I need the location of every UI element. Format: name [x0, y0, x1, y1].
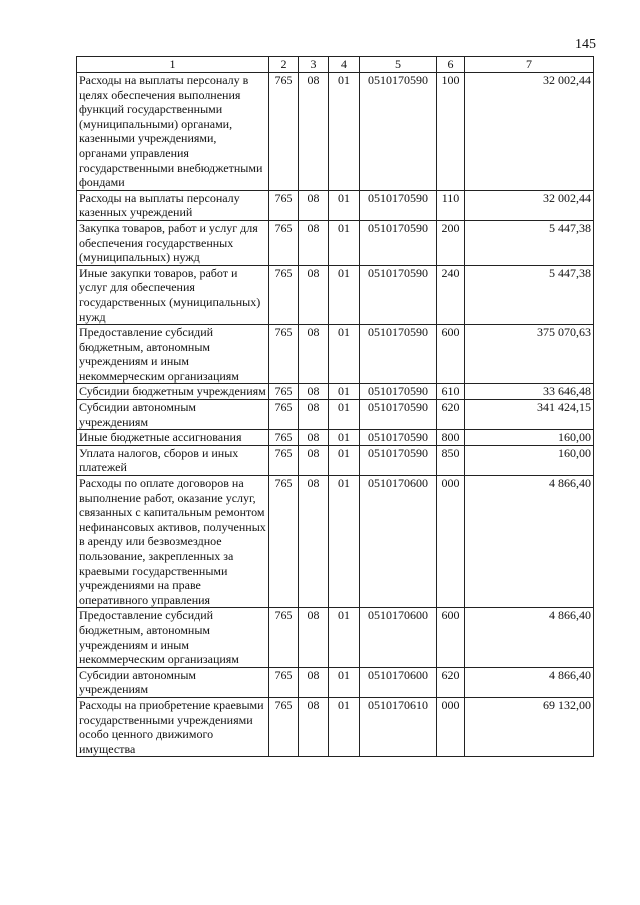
- table-row: [77, 384, 594, 400]
- row-subsection-code: 01: [329, 430, 360, 446]
- row-name: Иные закупки товаров, работ и услуг для обеспечения государственных (муниципальных) нужд: [77, 265, 269, 324]
- row-grbs-code: 765: [269, 400, 299, 430]
- row-grbs-code: 765: [269, 73, 299, 191]
- row-target-article: 0510170590: [360, 445, 437, 475]
- row-subsection-code: 01: [329, 325, 360, 384]
- row-amount: 160,00: [465, 430, 594, 446]
- row-target-article: 0510170600: [360, 667, 437, 697]
- table-row: [77, 445, 594, 475]
- row-subsection-code: 01: [329, 220, 360, 265]
- row-name: Субсидии бюджетным учреждениям: [77, 384, 269, 400]
- row-grbs-code: 765: [269, 476, 299, 608]
- row-section-code: 08: [299, 400, 329, 430]
- row-amount: 4 866,40: [465, 476, 594, 608]
- row-amount: 32 002,44: [465, 190, 594, 220]
- row-target-article: 0510170590: [360, 430, 437, 446]
- row-target-article: 0510170590: [360, 400, 437, 430]
- header-cell: 1: [77, 57, 269, 73]
- page-number: 145: [575, 37, 596, 52]
- row-amount: 4 866,40: [465, 667, 594, 697]
- row-target-article: 0510170590: [360, 73, 437, 191]
- row-section-code: 08: [299, 190, 329, 220]
- row-target-article: 0510170590: [360, 265, 437, 324]
- row-subsection-code: 01: [329, 476, 360, 608]
- table-row: [77, 608, 594, 667]
- row-grbs-code: 765: [269, 608, 299, 667]
- row-section-code: 08: [299, 608, 329, 667]
- row-target-article: 0510170590: [360, 220, 437, 265]
- row-section-code: 08: [299, 325, 329, 384]
- row-expense-type: 110: [437, 190, 465, 220]
- row-subsection-code: 01: [329, 384, 360, 400]
- row-grbs-code: 765: [269, 430, 299, 446]
- row-target-article: 0510170600: [360, 476, 437, 608]
- row-name: Предоставление субсидий бюджетным, автономным учреждениям и иным некоммерческим организациям: [77, 325, 269, 384]
- header-cell: 7: [465, 57, 594, 73]
- row-amount: 69 132,00: [465, 697, 594, 756]
- row-expense-type: 000: [437, 697, 465, 756]
- row-name: Субсидии автономным учреждениям: [77, 667, 269, 697]
- row-amount: 375 070,63: [465, 325, 594, 384]
- table-row: [77, 476, 594, 608]
- table-body: [77, 73, 594, 757]
- row-section-code: 08: [299, 445, 329, 475]
- row-expense-type: 600: [437, 608, 465, 667]
- row-target-article: 0510170610: [360, 697, 437, 756]
- table-row: [77, 73, 594, 191]
- row-target-article: 0510170590: [360, 325, 437, 384]
- row-grbs-code: 765: [269, 667, 299, 697]
- row-amount: 5 447,38: [465, 265, 594, 324]
- table-row: [77, 667, 594, 697]
- row-subsection-code: 01: [329, 667, 360, 697]
- header-row: [77, 57, 594, 73]
- row-target-article: 0510170590: [360, 190, 437, 220]
- row-name: Расходы на выплаты персоналу казенных учреждений: [77, 190, 269, 220]
- row-subsection-code: 01: [329, 73, 360, 191]
- row-name: Расходы по оплате договоров на выполнение работ, оказание услуг, связанных с капитальным ремонтом нефинансовых активов, полученных в аренду или безвозмездное пользование, закрепленных за краевыми государственными учреждениями на праве оперативного управления: [77, 476, 269, 608]
- row-expense-type: 240: [437, 265, 465, 324]
- row-amount: 33 646,48: [465, 384, 594, 400]
- row-amount: 32 002,44: [465, 73, 594, 191]
- row-amount: 341 424,15: [465, 400, 594, 430]
- row-target-article: 0510170590: [360, 384, 437, 400]
- row-subsection-code: 01: [329, 265, 360, 324]
- row-grbs-code: 765: [269, 384, 299, 400]
- header-cell: 5: [360, 57, 437, 73]
- row-expense-type: 850: [437, 445, 465, 475]
- row-amount: 160,00: [465, 445, 594, 475]
- row-name: Субсидии автономным учреждениям: [77, 400, 269, 430]
- table-row: [77, 697, 594, 756]
- header-cell: 4: [329, 57, 360, 73]
- row-expense-type: 200: [437, 220, 465, 265]
- row-grbs-code: 765: [269, 445, 299, 475]
- row-expense-type: 610: [437, 384, 465, 400]
- row-expense-type: 800: [437, 430, 465, 446]
- row-grbs-code: 765: [269, 190, 299, 220]
- row-expense-type: 600: [437, 325, 465, 384]
- row-grbs-code: 765: [269, 265, 299, 324]
- row-name: Расходы на приобретение краевыми государственными учреждениями особо ценного движимого имущества: [77, 697, 269, 756]
- row-expense-type: 620: [437, 400, 465, 430]
- row-grbs-code: 765: [269, 697, 299, 756]
- row-section-code: 08: [299, 265, 329, 324]
- row-subsection-code: 01: [329, 190, 360, 220]
- row-section-code: 08: [299, 697, 329, 756]
- row-section-code: 08: [299, 667, 329, 697]
- row-section-code: 08: [299, 384, 329, 400]
- row-expense-type: 000: [437, 476, 465, 608]
- row-name: Расходы на выплаты персоналу в целях обеспечения выполнения функций государственными (муниципальными) органами, казенными учреждениями, органами управления государственными внебюджетными фондами: [77, 73, 269, 191]
- header-cell: 2: [269, 57, 299, 73]
- row-target-article: 0510170600: [360, 608, 437, 667]
- row-grbs-code: 765: [269, 220, 299, 265]
- row-subsection-code: 01: [329, 697, 360, 756]
- row-expense-type: 100: [437, 73, 465, 191]
- row-section-code: 08: [299, 430, 329, 446]
- row-subsection-code: 01: [329, 445, 360, 475]
- table-row: [77, 400, 594, 430]
- row-subsection-code: 01: [329, 608, 360, 667]
- row-subsection-code: 01: [329, 400, 360, 430]
- table-row: [77, 190, 594, 220]
- header-cell: 6: [437, 57, 465, 73]
- table-row: [77, 265, 594, 324]
- table-row: [77, 325, 594, 384]
- row-name: Иные бюджетные ассигнования: [77, 430, 269, 446]
- row-name: Закупка товаров, работ и услуг для обеспечения государственных (муниципальных) нужд: [77, 220, 269, 265]
- row-amount: 5 447,38: [465, 220, 594, 265]
- table-row: [77, 430, 594, 446]
- row-section-code: 08: [299, 73, 329, 191]
- budget-table: [76, 56, 594, 757]
- row-grbs-code: 765: [269, 325, 299, 384]
- row-expense-type: 620: [437, 667, 465, 697]
- row-name: Уплата налогов, сборов и иных платежей: [77, 445, 269, 475]
- header-cell: 3: [299, 57, 329, 73]
- row-section-code: 08: [299, 220, 329, 265]
- row-name: Предоставление субсидий бюджетным, автономным учреждениям и иным некоммерческим организациям: [77, 608, 269, 667]
- row-amount: 4 866,40: [465, 608, 594, 667]
- table-row: [77, 220, 594, 265]
- row-section-code: 08: [299, 476, 329, 608]
